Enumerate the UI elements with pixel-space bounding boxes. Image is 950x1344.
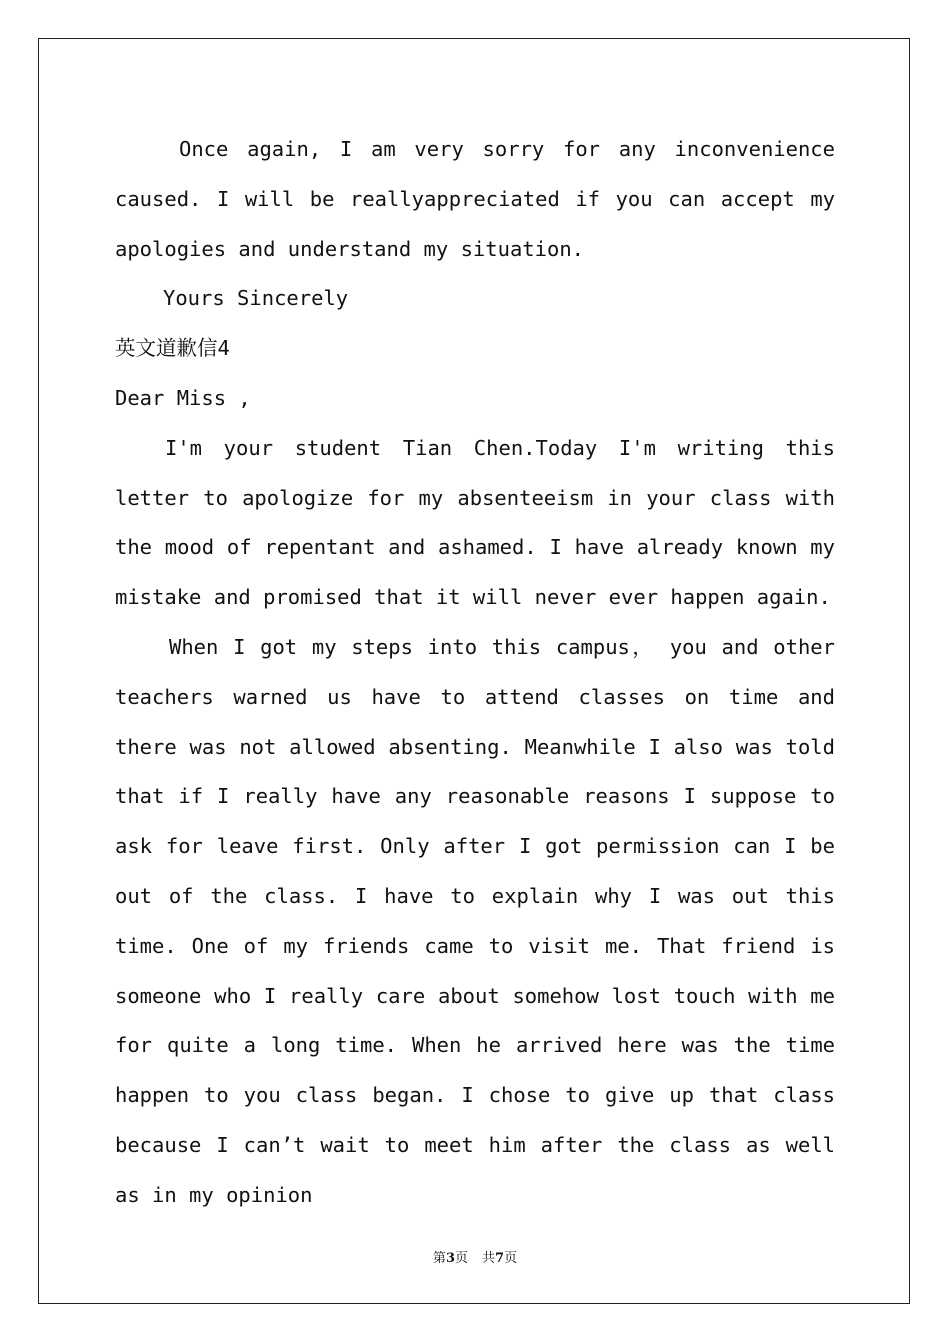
paragraph-explanation: When I got my steps into this campus， you and other teachers warned us have to attend classes on time and there was not allowed absenting. Meanwhile I also was told that if I really have any reasonable reasons I suppose to ask for leave first. Only after I got permission can I be out of the class. I have to explain why I was out this time. One of my friends came to visit me. That friend is someone who I really care about somehow lost touch with me for quite a long time. When he arrived here was the time happen to you class began. I chose to give up that class because I can’t wait to meet him after the class as well as in my opinion — [115, 634, 835, 1207]
footer-page-unit: 页 — [454, 1251, 468, 1266]
footer-prefix: 第 — [432, 1251, 446, 1266]
salutation: Dear Miss , — [115, 385, 251, 410]
total-pages-number: 7 — [495, 1251, 505, 1266]
paragraph-introduction: I'm your student Tian Chen.Today I'm writing this letter to apologize for my absenteeism in your class with the mood of repentant and ashamed. I have already known my mistake and promised that it will never ever happen again. — [115, 435, 835, 610]
footer-total-prefix: 共 — [482, 1251, 496, 1266]
current-page-number: 3 — [445, 1251, 455, 1266]
closing-signature: Yours Sincerely — [163, 286, 349, 311]
section-heading: 英文道歉信4 — [115, 336, 230, 361]
page-footer — [0, 1247, 950, 1266]
paragraph-apology-closing: Once again, I am very sorry for any inconvenience caused. I will be reallyappreciated if you can accept my apologies and understand my situation. — [115, 137, 835, 261]
footer-total-unit: 页 — [504, 1251, 518, 1266]
document-body — [115, 125, 835, 1221]
